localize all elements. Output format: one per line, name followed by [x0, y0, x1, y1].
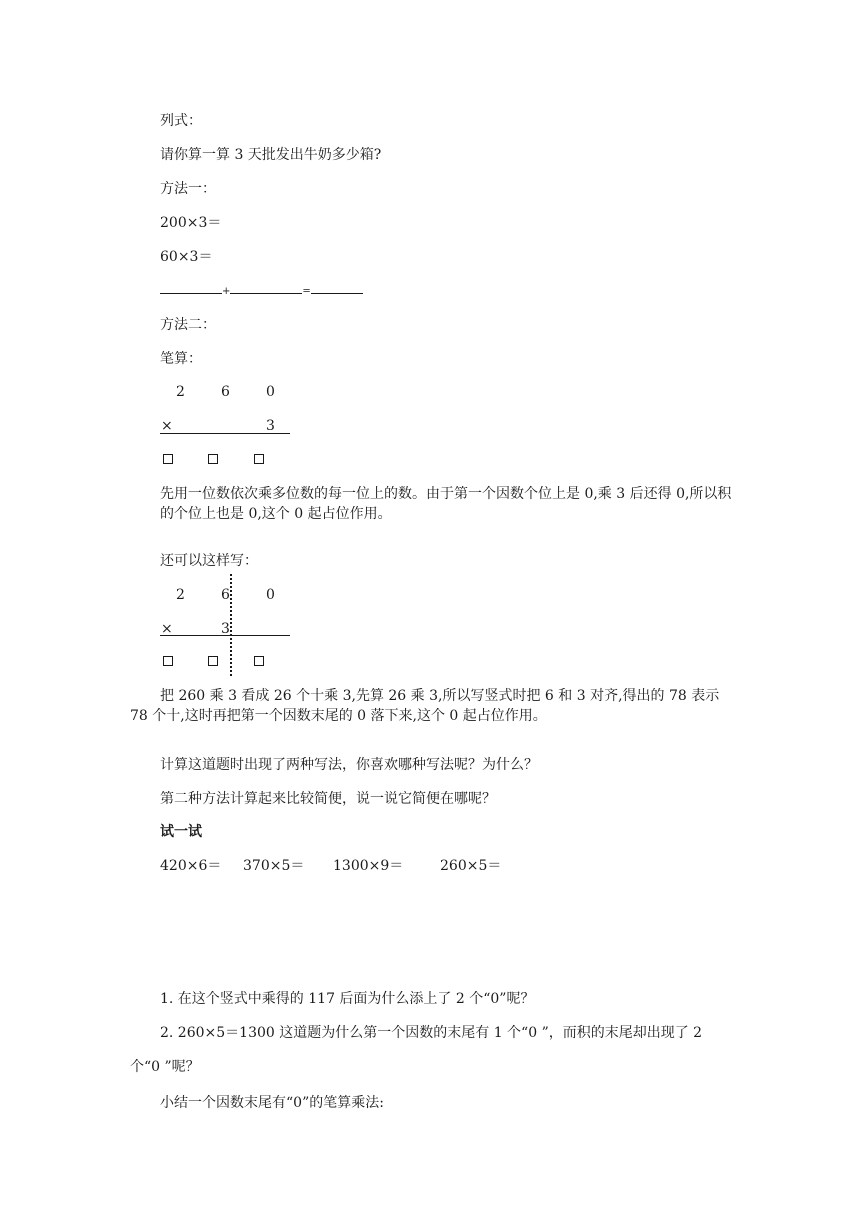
answer-box[interactable]	[208, 656, 218, 666]
exercise: 370×5＝	[243, 858, 305, 874]
paragraph-text: 先用一位数依次乘多位数的每一位上的数。由于第一个因数个位上是 0,乘 3 后还得 0,所以积的个位上也是 0,这个 0 起占位作用。	[160, 486, 732, 522]
equation: 60×3＝	[160, 249, 213, 265]
equation: 200×3＝	[160, 215, 222, 231]
times-sign: ×	[161, 621, 173, 637]
text-line: 还可以这样写：	[160, 553, 258, 569]
text-line: 笔算：	[160, 351, 202, 367]
answer-box[interactable]	[163, 656, 173, 666]
exercise: 1300×9＝	[333, 858, 404, 874]
digit: 3	[266, 418, 275, 434]
digit: 3	[221, 621, 230, 637]
text-line: 第二种方法计算起来比较简便，说一说它简便在哪呢？	[160, 791, 496, 807]
digit: 6	[221, 384, 230, 400]
digit: 6	[221, 587, 230, 603]
alignment-dotted-line	[230, 574, 232, 676]
text-line: 计算这道题时出现了两种写法，你喜欢哪种写法呢？为什么？	[160, 757, 538, 773]
summary-line: 小结一个因数末尾有“0”的笔算乘法:	[160, 1095, 384, 1111]
answer-box[interactable]	[208, 454, 218, 464]
digit: 0	[266, 384, 275, 400]
exercise: 420×6＝	[160, 858, 222, 874]
answer-box[interactable]	[254, 454, 264, 464]
answer-blank[interactable]	[230, 281, 302, 294]
digit: 2	[176, 587, 185, 603]
answer-blank[interactable]	[311, 281, 363, 294]
answer-box[interactable]	[163, 454, 173, 464]
exercise: 260×5＝	[440, 858, 502, 874]
underline	[160, 635, 290, 636]
digit: 2	[176, 384, 185, 400]
text-line: 请你算一算 3 天批发出牛奶多少箱?	[160, 147, 382, 163]
paragraph: 把 260 乘 3 看成 26 个十乘 3,先算 26 乘 3,所以写竖式时把 6 和 3 对齐,得出的 78 表示 78 个十,这时再把第一个因数末尾的 0 落下来,这个 0 起占位作用。	[130, 688, 720, 724]
answer-blank[interactable]	[160, 281, 222, 294]
question: 1. 在这个竖式中乘得的 117 后面为什么添上了 2 个“0”呢？	[160, 991, 535, 1007]
section-heading: 试一试	[160, 824, 202, 840]
times-sign: ×	[161, 418, 173, 434]
plus-sign: +	[222, 286, 231, 297]
digit: 0	[266, 587, 275, 603]
text-line: 方法一：	[160, 181, 216, 197]
answer-box[interactable]	[254, 656, 264, 666]
text-line: 列式：	[160, 113, 202, 129]
underline	[160, 433, 290, 434]
fill-in-blank-equation	[160, 281, 363, 302]
paragraph	[160, 484, 735, 524]
equals-sign: =	[302, 286, 311, 297]
text-line: 方法二：	[160, 317, 216, 333]
question: 2. 260×5＝1300 这道题为什么第一个因数的末尾有 1 个“0 ”，而积的末尾却出现了 2 个“0 ”呢？	[130, 1025, 703, 1075]
